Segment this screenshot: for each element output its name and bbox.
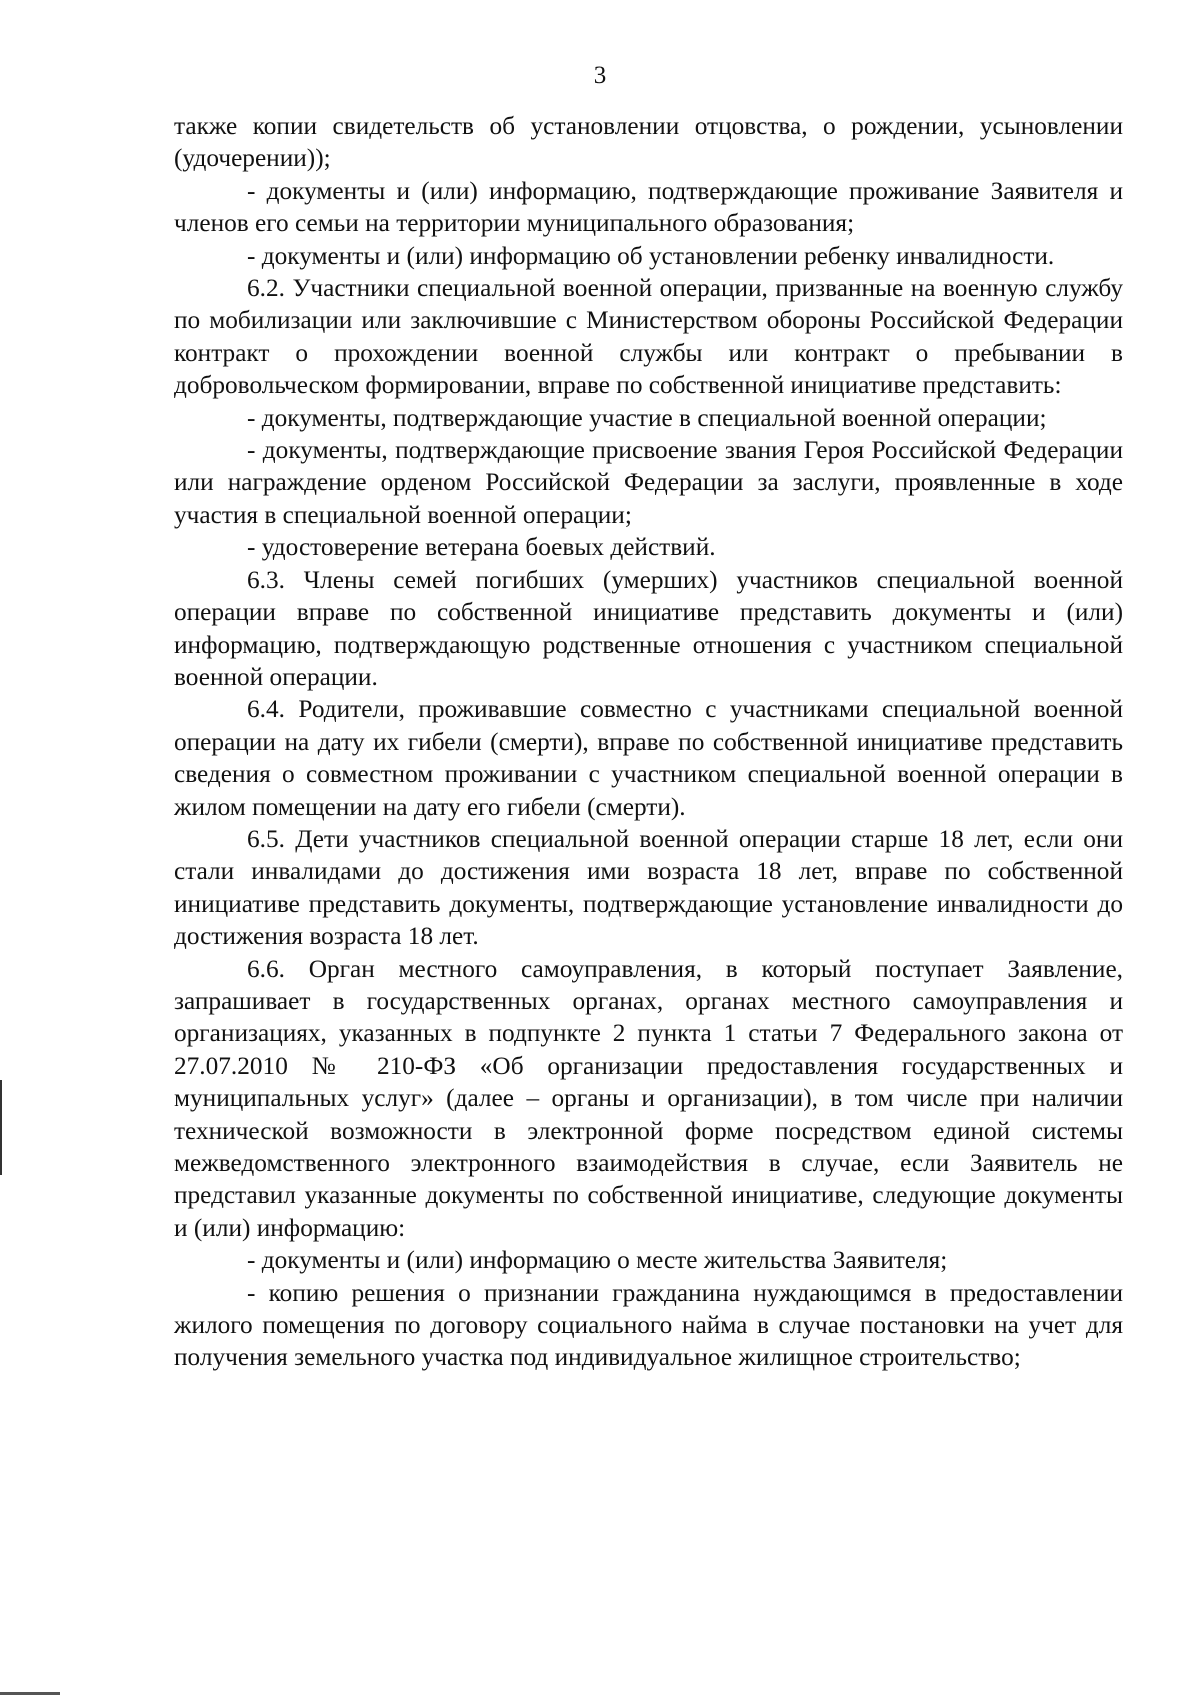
list-item-residence-documents: - документы и (или) информацию, подтверждающие проживание Заявителя и членов его семьи на территории муниципального образования; <box>174 176 1123 238</box>
document-body <box>174 110 1123 1374</box>
list-item-housing-decision: - копию решения о признании гражданина нуждающимся в предоставлении жилого помещения по договору социального найма в случае постановки на учет для получения земельного участка под индивидуальное жилищное строительство; <box>174 1278 1123 1372</box>
clause-6-3: 6.3. Члены семей погибших (умерших) участников специальной военной операции вправе по собственной инициативе представить документы и (или) информацию, подтверждающую родственные отношения с участником специальной военной операции. <box>174 565 1123 691</box>
list-item-veteran-certificate: - удостоверение ветерана боевых действий. <box>247 533 716 562</box>
clause-6-6: 6.6. Орган местного самоуправления, в который поступает Заявление, запрашивает в государственных органах, органах местного самоуправления и организациях, указанных в подпункте 2 пункта 1 статьи 7 Федерального закона от 27.07.2010 № 210-ФЗ «Об организации предоставления государственных и муниципальных услуг» (далее – органы и организации), в том числе при наличии технической возможности в электронной форме посредством единой системы межведомственного электронного взаимодействия в случае, если Заявитель не представил указанные документы по собственной инициативе, следующие документы и (или) информацию: <box>174 954 1123 1242</box>
list-item-award-documents: - документы, подтверждающие присвоение звания Героя Российской Федерации или награждение орденом Российской Федерации за заслуги, проявленные в ходе участия в специальной военной операции; <box>174 436 1123 529</box>
list-item-participation-documents: - документы, подтверждающие участие в специальной военной операции; <box>247 403 1047 432</box>
scan-edge-mark <box>0 1080 2 1175</box>
list-item-residence-info: - документы и (или) информацию о месте жительства Заявителя; <box>247 1246 948 1275</box>
clause-6-5: 6.5. Дети участников специальной военной операции старше 18 лет, если они стали инвалидами до достижения ими возраста 18 лет, вправе по собственной инициативе представить документы, подтверждающие установление инвалидности до достижения возраста 18 лет. <box>174 824 1123 951</box>
page-number: 3 <box>593 62 607 89</box>
paragraph-continuation: также копии свидетельств об установлении отцовства, о рождении, усыновлении (удочерении)); <box>174 112 1123 173</box>
clause-6-4: 6.4. Родители, проживавшие совместно с участниками специальной военной операции на дату их гибели (смерти), вправе по собственной инициативе представить сведения о совместном проживании с участником специальной военной операции в жилом помещении на дату его гибели (смерти). <box>174 695 1123 821</box>
clause-6-2: 6.2. Участники специальной военной операции, призванные на военную службу по мобилизации или заключившие с Министерством обороны Российской Федерации контракт о прохождении военной службы или контракт о пребывании в добровольческом формировании, вправе по собственной инициативе представить: <box>174 274 1123 400</box>
scan-bottom-mark <box>0 1692 60 1695</box>
list-item-disability-documents: - документы и (или) информацию об установлении ребенку инвалидности. <box>247 241 1055 270</box>
